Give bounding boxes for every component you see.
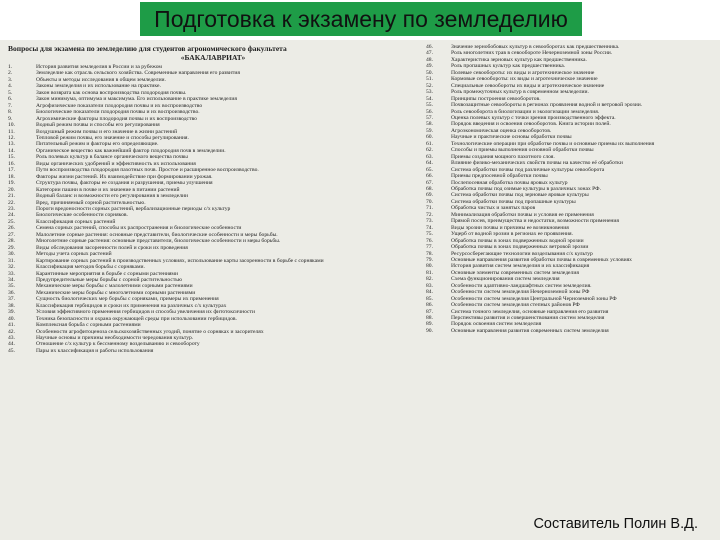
question-text: Классификация сорных растений: [36, 218, 116, 225]
question-item: [8, 348, 418, 354]
question-number: 28.: [8, 238, 15, 245]
header: [0, 0, 720, 40]
question-number: 17.: [8, 167, 15, 174]
question-number: 20.: [8, 186, 15, 193]
question-text: Агрофизические показатели плодородия почвы и их воспроизводство: [36, 102, 203, 109]
question-text: Характеристика зерновых культур как предшественника.: [451, 56, 587, 63]
question-text: Земледелие как отрасль сельского хозяйства. Современные направления его развития: [36, 70, 240, 77]
question-number: 40.: [8, 315, 15, 322]
question-text: Семена сорных растений, способы их распространения и биологические особенности: [36, 225, 242, 232]
question-text: Схема функционирования систем земледелия: [451, 276, 560, 283]
question-text: Система точного земледелия, основные направления его развития: [451, 308, 609, 315]
questions-right-column: [426, 44, 714, 334]
question-text: Роль пропашных культур как предшественника.: [451, 63, 566, 70]
question-number: 58.: [426, 121, 433, 128]
question-text: Комплексная борьба с сорными растениями: [36, 322, 141, 329]
question-text: Основные элементы современных систем земледелия: [451, 269, 579, 276]
question-number: 83.: [426, 282, 433, 289]
question-number: 1.: [8, 64, 13, 70]
question-number: 89.: [426, 321, 433, 328]
question-number: 44.: [8, 341, 15, 348]
question-text: Вред, причиняемый сорной растительностью.: [36, 199, 146, 206]
question-number: 43.: [8, 335, 15, 342]
intro-subtitle: «БАКАЛАВРИАТ»: [180, 53, 246, 62]
question-text: Порядок введения и освоения севооборотов. Книга истории полей.: [451, 121, 611, 128]
question-number: 81.: [426, 269, 433, 276]
question-text: Биологические показатели плодородия почвы и их воспроизводство.: [36, 109, 200, 116]
intro-text: Вопросы для экзамена по земледелию для студентов агрономического факультета: [8, 44, 287, 53]
questions-left-column: [8, 64, 418, 354]
question-text: Ресурсосберегающие технологии возделывания с/х культур: [451, 250, 593, 257]
slide-title: Подготовка к экзамену по земледелию: [140, 2, 582, 36]
question-text: Роль многолетних трав в севообороте Нечерноземной зоны России.: [451, 50, 613, 57]
document-page: [0, 40, 720, 540]
question-number: 22.: [8, 199, 15, 206]
question-text: Роль севооборота в биологизации и экологизации земледелия.: [451, 108, 600, 115]
question-number: 41.: [8, 322, 15, 329]
question-text: Полевые севообороты: их виды и агротехническое значение: [451, 69, 595, 76]
intro-heading: [8, 44, 418, 62]
question-text: Приемы предпосевной обработки почвы: [451, 173, 548, 180]
question-text: Основные направления развития современных систем земледелия: [451, 327, 609, 334]
question-number: 77.: [426, 244, 433, 251]
question-number: 15.: [8, 154, 15, 161]
question-number: 19.: [8, 180, 15, 187]
question-text: Категории пашни в почве и их значение в питании растений: [36, 186, 180, 193]
question-text: Механические меры борьбы с малолетними сорными растениями: [36, 283, 193, 290]
question-number: 29.: [8, 244, 15, 251]
question-number: 69.: [426, 192, 433, 199]
question-number: 64.: [426, 160, 433, 167]
question-number: 68.: [426, 185, 433, 192]
question-text: Система обработки почвы под различные культуры севооборота: [451, 166, 605, 173]
question-text: Виды эрозии почвы и причины ее возникновения: [451, 224, 569, 231]
question-text: Виды органических удобрений и эффективность их использования: [36, 160, 196, 167]
question-number: 38.: [8, 302, 15, 309]
question-number: 86.: [426, 302, 433, 309]
question-text: Факторы жизни растений. Их взаимодействие при формировании урожая.: [36, 173, 213, 180]
question-text: Роль полевых культур в балансе органического вещества почвы: [36, 154, 188, 161]
question-number: 26.: [8, 225, 15, 232]
question-number: 63.: [426, 153, 433, 160]
question-text: Значение зернобобовых культур в севооборотах как предшественника.: [451, 44, 620, 50]
question-number: 55.: [426, 102, 433, 109]
question-text: Послепосевная обработка почвы яровых культур: [451, 179, 568, 186]
question-number: 48.: [426, 56, 433, 63]
question-text: Механические меры борьбы с многолетними сорными растениями: [36, 289, 196, 296]
question-number: 66.: [426, 173, 433, 180]
question-number: 5.: [8, 89, 13, 96]
question-text: Классификация методов борьбы с сорняками.: [36, 264, 145, 271]
question-text: Сущность биологических мер борьбы с сорняками, примеры их применения: [36, 296, 219, 303]
question-text: Пары их классификация и работы использования: [36, 347, 154, 354]
question-number: 59.: [426, 127, 433, 134]
question-text: Приемы создания мощного пахотного слоя.: [451, 153, 555, 160]
question-text: Многолетние сорные растения: основные представители, биологические особенности и меры борьбы.: [36, 238, 281, 245]
question-text: Оценка полевых культур с точки зрения производственного эффекта.: [451, 114, 616, 121]
question-text: Обработка почвы в зонах подверженных ветровой эрозии: [451, 244, 589, 251]
question-text: Малолетние сорные растения: основные представители, биологические особенности и меры борьбы.: [36, 231, 278, 238]
question-number: 67.: [426, 179, 433, 186]
question-number: 74.: [426, 224, 433, 231]
question-text: Закон возврата как основа воспроизводства плодородия почвы.: [36, 89, 187, 96]
question-text: Биологические особенности сорняков.: [36, 212, 128, 219]
question-text: Особенности систем земледелия Нечерноземной зоны РФ: [451, 289, 590, 296]
question-number: 11.: [8, 128, 15, 135]
question-number: 75.: [426, 231, 433, 238]
question-number: 46.: [426, 44, 433, 50]
question-number: 27.: [8, 231, 15, 238]
question-text: Научные и практические основы обработки почвы: [451, 134, 572, 141]
question-number: 51.: [426, 76, 433, 83]
question-number: 34.: [8, 276, 15, 283]
question-number: 56.: [426, 108, 433, 115]
question-text: Водный режим почвы и способы его регулирования: [36, 122, 160, 129]
question-number: 87.: [426, 308, 433, 315]
question-number: 84.: [426, 289, 433, 296]
question-text: Объекты и методы исследования в общем земледелии.: [36, 76, 166, 83]
question-number: 25.: [8, 218, 15, 225]
question-text: Органическое вещество как важнейший фактор плодородия почв в земледелии.: [36, 147, 226, 154]
question-text: Особенности систем земледелия Центральной Черноземной зоны РФ: [451, 295, 617, 302]
question-number: 36.: [8, 289, 15, 296]
question-text: Тепловой режим почвы, его значение и способы регулирования.: [36, 134, 189, 141]
question-number: 39.: [8, 309, 15, 316]
question-text: Обработка почвы под озимые культуры в различных зонах РФ.: [451, 185, 601, 192]
question-text: Пути воспроизводства плодородия пахотных почв. Простое и расширенное воспроизводство.: [36, 167, 259, 174]
question-number: 65.: [426, 166, 433, 173]
question-text: Почвозащитные севообороты в регионах проявления водной и ветровой эрозии.: [451, 102, 643, 109]
question-text: Основные направления развития обработки почвы в современных условиях: [451, 256, 632, 263]
question-text: Научные основы и причины необходимости чередования культур.: [36, 335, 194, 342]
question-number: 13.: [8, 141, 15, 148]
question-text: Картирование сорных растений в производственных условиях, использование карты засоренности в борьбе с сорняками: [36, 257, 324, 264]
question-number: 37.: [8, 296, 15, 303]
question-number: 3.: [8, 76, 13, 83]
question-number: 54.: [426, 95, 433, 102]
author-credit: Составитель Полин В.Д.: [533, 516, 698, 532]
question-number: 57.: [426, 114, 433, 121]
question-number: 8.: [8, 109, 13, 116]
question-number: 6.: [8, 96, 13, 103]
question-text: Технологические операции при обработке почвы и основные приемы их выполнения: [451, 140, 655, 147]
question-number: 88.: [426, 315, 433, 322]
question-number: 50.: [426, 69, 433, 76]
question-number: 30.: [8, 251, 15, 258]
question-number: 16.: [8, 160, 15, 167]
question-number: 21.: [8, 193, 15, 200]
question-text: Специальные севообороты их виды и агротехническое значение: [451, 82, 605, 89]
question-number: 2.: [8, 70, 13, 77]
question-number: 49.: [426, 63, 433, 70]
question-text: Особенности адаптивно-ландшафтных систем земледелия.: [451, 282, 592, 289]
question-number: 78.: [426, 250, 433, 257]
question-text: Система обработки почвы под пропашные культуры: [451, 198, 576, 205]
question-text: Классификация гербицидов и сроки их применения на различных с/х культурах: [36, 302, 227, 309]
question-number: 31.: [8, 257, 15, 264]
question-number: 14.: [8, 147, 15, 154]
question-text: Роль промежуточных культур в современном земледелии.: [451, 89, 589, 96]
question-text: История развития систем земледелия и их классификация: [451, 263, 590, 270]
question-number: 79.: [426, 256, 433, 263]
question-number: 70.: [426, 198, 433, 205]
question-text: Законы земледелия и их использование на практике.: [36, 83, 161, 90]
question-number: 23.: [8, 205, 15, 212]
question-number: 35.: [8, 283, 15, 290]
question-text: Структура почвы, факторы ее создания и разрушения, приемы улучшения: [36, 180, 213, 187]
question-text: Отношение с/х культур к бессменному возделыванию и севообороту: [36, 341, 200, 348]
question-number: 42.: [8, 328, 15, 335]
question-text: Условия эффективного применения гербицидов и способы увеличения их фитотоксичности: [36, 309, 255, 316]
question-number: 80.: [426, 263, 433, 270]
question-text: Порядок освоения систем земледелия: [451, 321, 542, 328]
question-number: 52.: [426, 82, 433, 89]
question-text: Прямой посев, преимущества и недостатки, возможности применения: [451, 218, 619, 225]
question-number: 76.: [426, 237, 433, 244]
question-number: 71.: [426, 205, 433, 212]
question-number: 82.: [426, 276, 433, 283]
question-number: 4.: [8, 83, 13, 90]
question-text: Закон минимума, оптимума и максимума. Его использование в практике земледелия: [36, 96, 237, 103]
question-number: 10.: [8, 122, 15, 129]
question-number: 9.: [8, 115, 13, 122]
question-text: Предупредительные меры борьбы с сорной растительностью: [36, 276, 182, 283]
question-text: Питательный режим и факторы его определяющие.: [36, 141, 159, 148]
question-number: 33.: [8, 270, 15, 277]
question-text: Перспективы развития и совершенствования систем земледелия: [451, 315, 605, 322]
question-item: [426, 328, 714, 334]
question-number: 85.: [426, 295, 433, 302]
question-number: 72.: [426, 211, 433, 218]
question-number: 7.: [8, 102, 13, 109]
question-text: Карантинные мероприятия в борьбе с сорными растениями: [36, 270, 178, 277]
question-number: 24.: [8, 212, 15, 219]
question-number: 73.: [426, 218, 433, 225]
question-number: 90.: [426, 327, 433, 334]
question-text: Ущерб от водной эрозии в регионах ее проявления.: [451, 231, 574, 238]
question-number: 62.: [426, 147, 433, 154]
question-text: Способы и приемы выполнения основной обработки почвы: [451, 147, 594, 154]
question-text: История развития земледелия в России и за рубежом: [36, 64, 162, 70]
question-text: Особенности систем земледелия степных районов РФ: [451, 302, 580, 309]
question-number: 45.: [8, 347, 15, 354]
question-text: Агроэкономическая оценка севооборотов.: [451, 127, 552, 134]
question-text: Кормовые севообороты: их виды и агротехническое значение: [451, 76, 598, 83]
question-text: Обработка чистых и занятых паров: [451, 205, 536, 212]
question-number: 53.: [426, 89, 433, 96]
question-text: Методы учета сорных растений: [36, 251, 112, 258]
question-number: 18.: [8, 173, 15, 180]
question-text: Особенности агрофитоценоза сельскохозяйственных угодий, понятие о сорняках и засорителях: [36, 328, 264, 335]
question-text: Водный баланс и возможности его регулирования в земледелии: [36, 193, 189, 200]
question-number: 60.: [426, 134, 433, 141]
question-text: Влияние физико-механических свойств почвы на качество её обработки: [451, 160, 623, 167]
question-number: 12.: [8, 134, 15, 141]
question-text: Техника безопасности и охрана окружающей среды при использовании гербицидов.: [36, 315, 237, 322]
question-text: Агрохимические факторы плодородия почвы и их воспроизводство: [36, 115, 197, 122]
question-text: Воздушный режим почвы и его значение в жизни растений: [36, 128, 178, 135]
question-number: 32.: [8, 264, 15, 271]
question-number: 61.: [426, 140, 433, 147]
question-text: Система обработки почвы под зерновые яровые культуры: [451, 192, 589, 199]
question-text: Пороги вредоносности сорных растений, вербализационные периоды с/х культур: [36, 205, 231, 212]
question-text: Обработка почвы в зонах подверженных водной эрозии: [451, 237, 584, 244]
question-text: Виды обследования засоренности полей и сроки их проведения: [36, 244, 188, 251]
question-text: Принципы построения севооборотов.: [451, 95, 541, 102]
question-text: Минимализация обработки почвы и условия ее применения: [451, 211, 594, 218]
question-number: 47.: [426, 50, 433, 57]
